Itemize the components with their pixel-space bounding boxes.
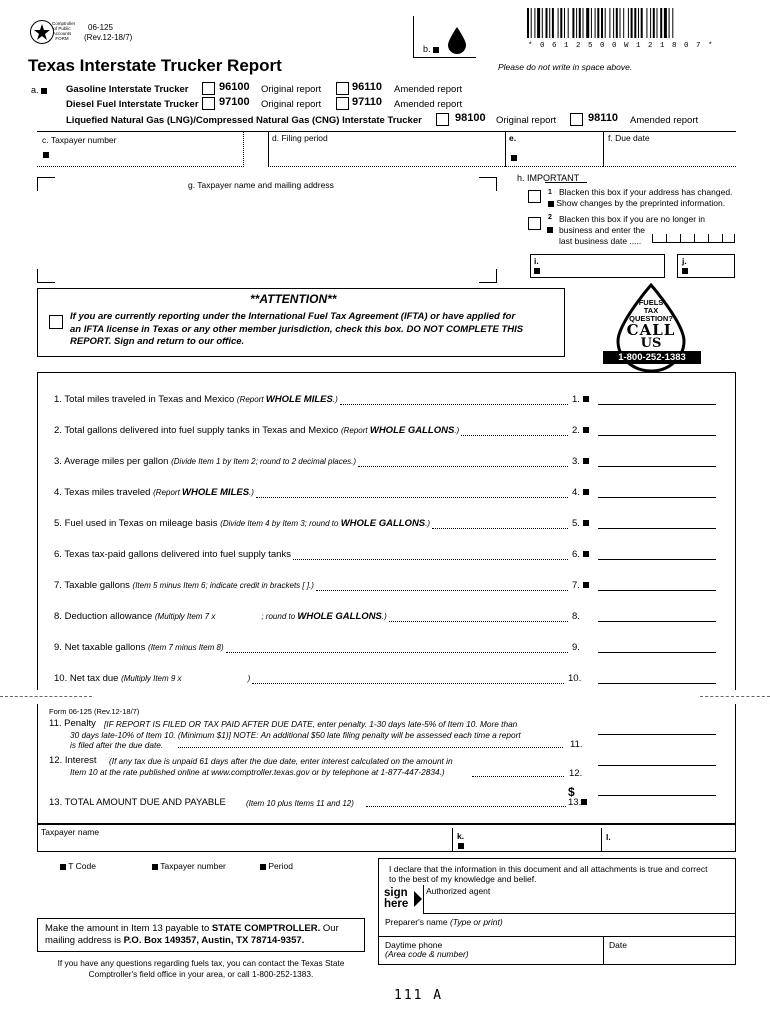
item-row: [54, 580, 314, 591]
code-98100: 98100: [455, 112, 486, 124]
item-label: Deduction allowance: [64, 611, 153, 622]
item-emphasis: WHOLE GALLONS: [340, 518, 426, 529]
item-label: Net taxable gallons: [64, 642, 146, 653]
item-note: (Divide Item 4 by Item 3; round to: [220, 519, 341, 528]
dotted-leader: [293, 559, 568, 560]
item-number: 9.: [54, 642, 62, 653]
report-type-lng-cng: Liquefied Natural Gas (LNG)/Compressed Natural Gas (CNG) Interstate Trucker: [66, 115, 422, 126]
item-amount-field[interactable]: [598, 391, 716, 405]
item-line-number: 8.: [572, 611, 580, 622]
i-label: i.: [534, 256, 539, 266]
item-row: [54, 487, 254, 498]
taxpayer-name-box[interactable]: [37, 824, 736, 852]
item-row: [54, 518, 430, 529]
preparer-label: Preparer's name (Type or print): [385, 917, 503, 927]
address-changed-note: Show changes by the preprinted information.: [548, 198, 725, 208]
attention-text: If you are currently reporting under the International Fuel Tax Agreement (IFTA) or have applied for an IFTA license in Texas or any other member jurisdiction, check this box. DO NOT COMPLETE THIS REPORT. Sign and return to our office.: [70, 311, 524, 347]
item-number: 6.: [54, 549, 62, 560]
item-13-total-amount[interactable]: [598, 795, 716, 796]
preparer-field[interactable]: [379, 927, 735, 937]
amended-report-label: Amended report: [630, 115, 699, 126]
out-of-business-checkbox[interactable]: [528, 217, 541, 230]
item-13-line-number: 13.: [568, 797, 587, 808]
code-96100: 96100: [219, 81, 250, 93]
item-label: Texas tax-paid gallons delivered into fuel supply tanks: [64, 549, 291, 560]
item-note: (Multiply Item 7 x: [154, 612, 216, 621]
item-amount-field[interactable]: [598, 453, 716, 467]
item-amount-field[interactable]: [598, 422, 716, 436]
e-label: e.: [509, 133, 517, 143]
i-field[interactable]: [530, 254, 665, 278]
dotted-leader: [256, 497, 568, 498]
tnum-label: Taxpayer number: [152, 861, 226, 871]
item-line-number: 10.: [568, 673, 582, 684]
code-96110: 96110: [352, 81, 382, 93]
taxpayer-number-field[interactable]: [37, 131, 244, 167]
l-label: l.: [606, 832, 611, 842]
item-line-number: 5.: [572, 518, 589, 529]
j-label: j.: [682, 256, 687, 266]
call-us-phone: 1-800-252-1383: [603, 351, 701, 364]
item-11-amount[interactable]: [598, 734, 716, 735]
call-us-text: FUELS TAX QUESTION? CALL US: [626, 298, 676, 351]
item-row: [54, 549, 291, 560]
b-label: b.: [423, 44, 439, 54]
item-label: Net tax due: [69, 673, 119, 684]
dotted-leader: [358, 466, 568, 467]
out-of-business-text: Blacken this box if you are no longer in business and enter the last business date .....: [559, 214, 706, 246]
address-changed-text: Blacken this box if your address has changed.: [559, 187, 733, 197]
name-address-box[interactable]: [37, 177, 497, 283]
item-label: Taxable gallons: [64, 580, 130, 591]
item-note: (Item 5 minus Item 6; indicate credit in brackets [ ].): [132, 581, 314, 590]
item-number: 5.: [54, 518, 62, 529]
item-note: (Item 7 minus Item 8): [148, 643, 224, 652]
checkbox-97110[interactable]: [336, 97, 349, 110]
dotted-leader: [226, 652, 568, 653]
checkbox-98110[interactable]: [570, 113, 583, 126]
drop-icon: [446, 26, 468, 54]
phone-label: Daytime phone: [385, 940, 443, 950]
item-amount-field[interactable]: [598, 670, 716, 684]
item-amount-field[interactable]: [598, 484, 716, 498]
cut-line-right: [700, 696, 770, 697]
item-12-label: 12. Interest: [49, 755, 97, 766]
report-type-gasoline: Gasoline Interstate Trucker: [66, 84, 189, 95]
item-row: [54, 642, 224, 653]
item-amount-field[interactable]: [598, 639, 716, 653]
item-number: 2.: [54, 425, 62, 436]
code-98110: 98110: [588, 112, 618, 124]
dotted-leader: [389, 621, 568, 622]
period-label: Period: [260, 861, 293, 871]
item-note: (Report: [340, 426, 370, 435]
item-number: 4.: [54, 487, 62, 498]
item-row: [54, 394, 338, 405]
item-number: 8.: [54, 611, 62, 622]
original-report-label: Original report: [261, 99, 322, 110]
e-field[interactable]: [505, 131, 603, 167]
item-label: Texas miles traveled: [64, 487, 151, 498]
item-label: Total miles traveled in Texas and Mexico: [64, 394, 235, 405]
signature-field[interactable]: [424, 896, 735, 914]
item-number: 1.: [54, 394, 62, 405]
k-label: k.: [457, 831, 465, 841]
item-row: [54, 425, 459, 436]
item-line-number: 3.: [572, 456, 589, 467]
dotted-leader: [432, 528, 568, 529]
dotted-leader: [316, 590, 568, 591]
amended-report-label: Amended report: [394, 99, 463, 110]
item-12-instructions: (If any tax due is unpaid 61 days after the due date, enter interest calculated on the amount in: [109, 756, 453, 766]
address-changed-checkbox[interactable]: [528, 190, 541, 203]
arrow-right-icon: [414, 891, 422, 907]
checkbox-97100[interactable]: [202, 97, 215, 110]
item-number: 10.: [54, 673, 68, 684]
due-date-label: f. Due date: [608, 133, 650, 143]
item-note-2: ): [247, 674, 251, 683]
cut-line-left: [0, 696, 92, 697]
checkbox-96100[interactable]: [202, 82, 215, 95]
item-note: (Multiply Item 9 x: [121, 674, 182, 683]
filing-period-label: d. Filing period: [272, 133, 328, 143]
dotted-leader: [340, 404, 568, 405]
item-label: Total gallons delivered into fuel supply tanks in Texas and Mexico: [64, 425, 339, 436]
item-note-end: .): [454, 426, 460, 435]
checkbox-98100[interactable]: [436, 113, 449, 126]
item-note-end: .): [381, 612, 387, 621]
h1-number: 1: [548, 189, 552, 196]
declaration-text: I declare that the information in this document and all attachments is true and correct to the best of my knowledge and belief.: [389, 864, 708, 884]
barcode: [527, 8, 747, 40]
item-row: [54, 673, 250, 684]
item-note-end: .): [425, 519, 431, 528]
item-number: 7.: [54, 580, 62, 591]
item-row: [54, 456, 356, 467]
attention-title: **ATTENTION**: [250, 292, 337, 306]
dotted-leader: [461, 435, 568, 436]
item-line-number: 7.: [572, 580, 589, 591]
payment-text: Make the amount in Item 13 payable to STATE COMPTROLLER. Our mailing address is P.O. Box 149357, Austin, TX 78714-9357.: [45, 923, 339, 946]
authorized-agent-label: Authorized agent: [426, 886, 491, 896]
item-amount-field[interactable]: [598, 546, 716, 560]
item-label: Fuel used in Texas on mileage basis: [64, 518, 218, 529]
item-line-number: 6.: [572, 549, 589, 560]
item-11-label: 11. Penalty: [49, 718, 96, 729]
last-business-date-field[interactable]: [652, 230, 735, 243]
item-emphasis: WHOLE MILES: [265, 394, 333, 405]
item-emphasis: WHOLE GALLONS: [369, 425, 455, 436]
agency-name: Comptroller of Public Accounts FORM: [52, 21, 76, 41]
item-11-line-number: 11.: [570, 739, 583, 750]
taxpayer-number-label: c. Taxpayer number: [42, 135, 117, 145]
item-note: (Report: [153, 488, 183, 497]
item-note-end: .): [249, 488, 254, 497]
item-amount-field[interactable]: [598, 608, 716, 622]
no-write-note: Please do not write in space above.: [498, 62, 633, 72]
page-title: Texas Interstate Trucker Report: [28, 56, 282, 75]
report-type-diesel: Diesel Fuel Interstate Trucker: [66, 99, 199, 110]
item-number: 3.: [54, 456, 62, 467]
questions-text: If you have any questions regarding fuels tax, you can contact the Texas State Comptroller's field office in your area, or call 1-800-252-1383.: [57, 958, 345, 979]
code-97100: 97100: [219, 96, 250, 108]
dollar-sign: $: [568, 785, 575, 799]
phone-note: (Area code & number): [385, 949, 469, 959]
original-report-label: Original report: [496, 115, 557, 126]
item-12-instructions-2: Item 10 at the rate published online at www.comptroller.texas.gov or by telephone at 1-877-447-2834.): [70, 767, 445, 777]
dotted-leader: [252, 683, 564, 684]
ifta-checkbox[interactable]: [49, 315, 63, 329]
item-amount-field[interactable]: [598, 515, 716, 529]
item-note: (Divide Item 1 by Item 2; round to 2 decimal places.): [171, 457, 357, 466]
a-label: a.: [31, 85, 47, 95]
item-line-number: 1.: [572, 394, 589, 405]
item-13-label: 13. TOTAL AMOUNT DUE AND PAYABLE: [49, 797, 226, 808]
item-note-2: ; round to: [261, 612, 298, 621]
item-label: Average miles per gallon: [64, 456, 169, 467]
star-icon: [31, 21, 53, 43]
taxpayer-name-label: Taxpayer name: [41, 827, 100, 837]
checkbox-96110[interactable]: [336, 82, 349, 95]
item-emphasis: WHOLE MILES: [182, 487, 250, 498]
item-row: [54, 611, 387, 622]
form-number: 06-125: [88, 23, 113, 32]
comptroller-seal: [30, 20, 54, 44]
tcode-label: T Code: [60, 861, 96, 871]
h2-number: 2: [548, 214, 552, 221]
original-report-label: Original report: [261, 84, 322, 95]
item-amount-field[interactable]: [598, 577, 716, 591]
amended-report-label: Amended report: [394, 84, 463, 95]
bottom-code: 111 A: [394, 988, 444, 1003]
item-emphasis: WHOLE GALLONS: [297, 611, 382, 622]
item-note: (Report: [236, 395, 266, 404]
item-line-number: 4.: [572, 487, 589, 498]
item-12-amount[interactable]: [598, 765, 716, 766]
item-line-number: 2.: [572, 425, 589, 436]
code-97110: 97110: [352, 96, 382, 108]
form-reference: Form 06-125 (Rev.12-18/7): [49, 707, 140, 716]
item-note-end: .): [332, 395, 338, 404]
item-13-note: (Item 10 plus Items 11 and 12): [246, 799, 354, 808]
important-label: h. IMPORTANT: [517, 173, 580, 183]
name-address-label: g. Taxpayer name and mailing address: [188, 180, 334, 190]
item-12-line-number: 12.: [569, 768, 583, 779]
item-line-number: 9.: [572, 642, 580, 653]
item-11-instructions: [IF REPORT IS FILED OR TAX PAID AFTER DUE DATE, enter penalty. 1-30 days late-5% of Item 10. More than: [104, 719, 518, 729]
barcode-text: * 0 6 1 2 5 0 0 W 1 2 1 8 0 7 *: [528, 42, 715, 50]
item-11-instructions-2: 30 days late-10% of Item 10. (Minimum $1)] NOTE: An additional $50 late filing penalty will be assessed each time a report is filed after the due date.: [70, 729, 521, 750]
date-label: Date: [609, 940, 627, 950]
form-revision: (Rev.12-18/7): [84, 33, 133, 42]
sign-here: sign here: [384, 887, 409, 910]
